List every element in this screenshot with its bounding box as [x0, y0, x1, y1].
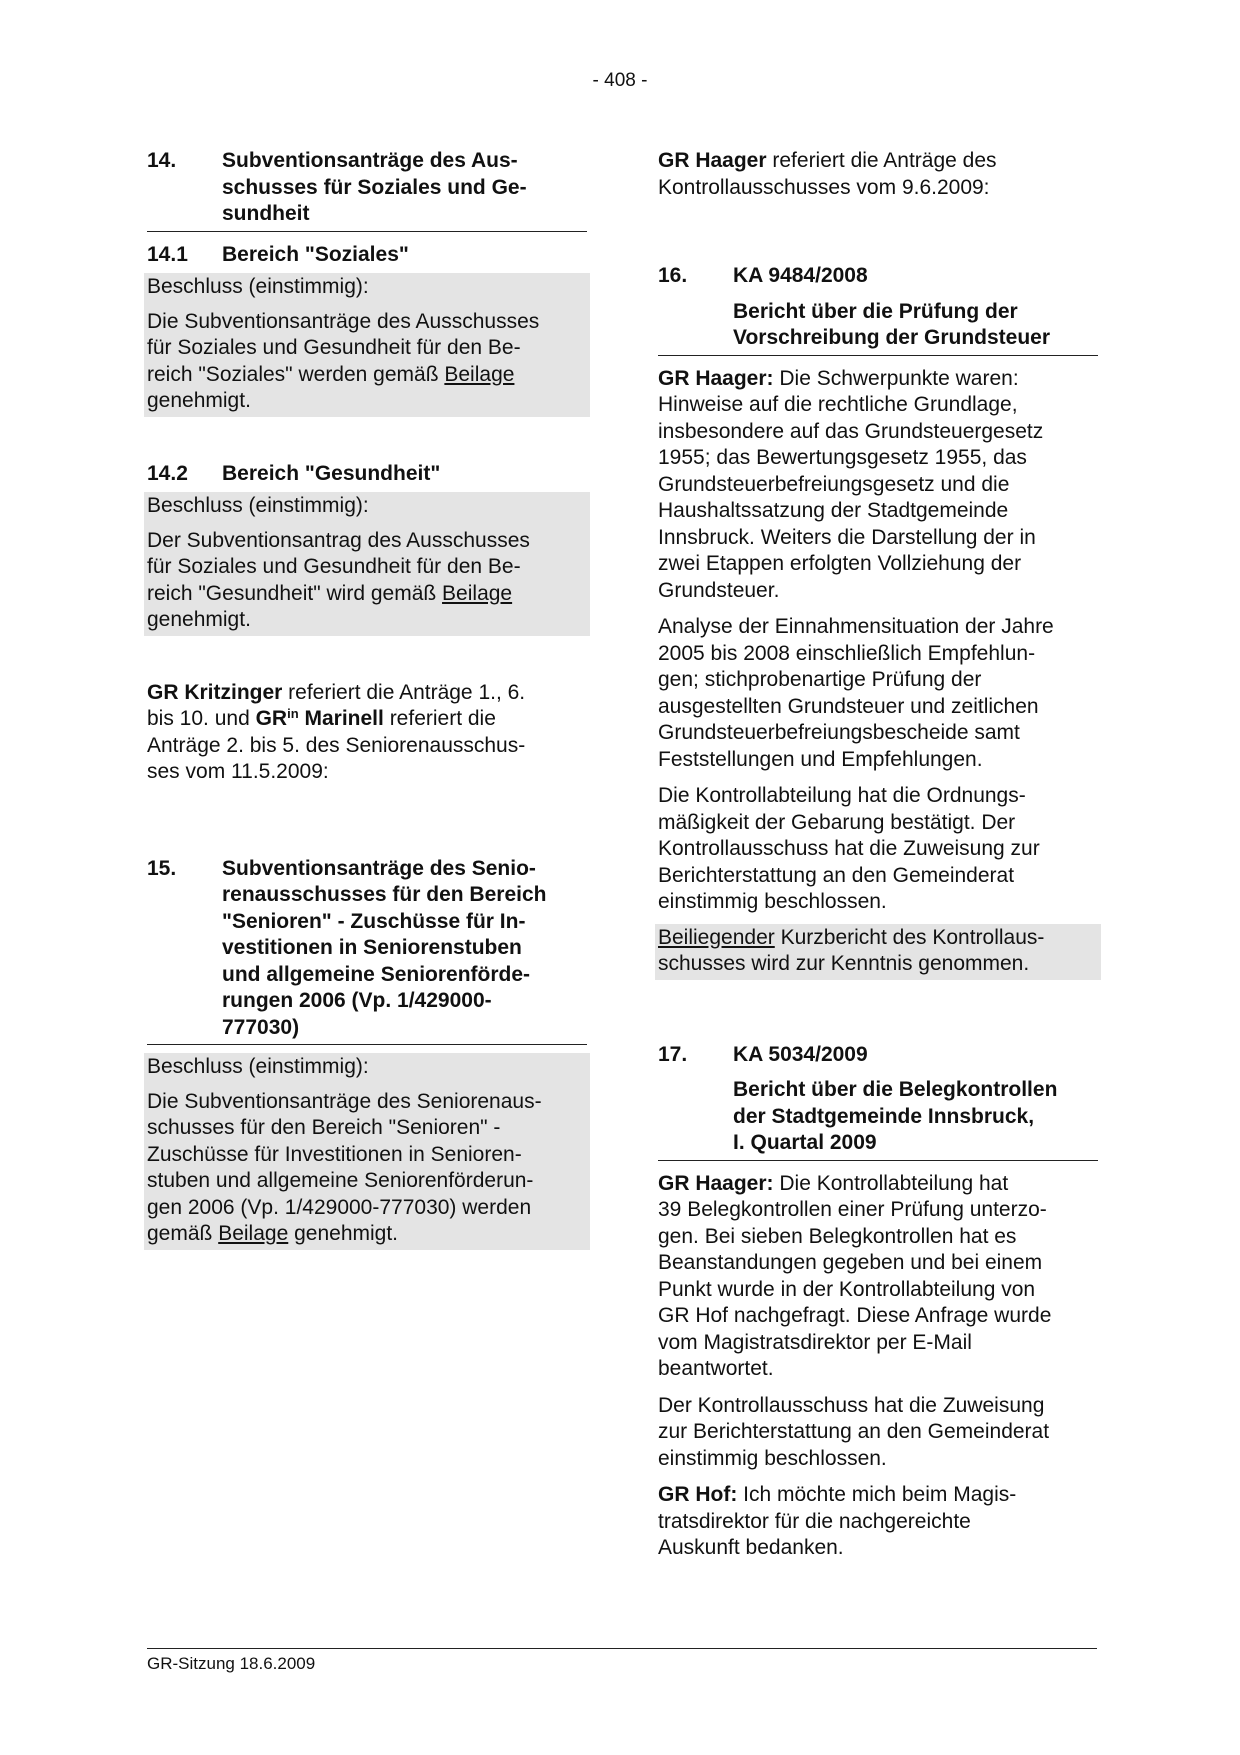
decision-label: Beschluss (einstimmig): — [147, 494, 369, 517]
speaker-intro: GR Kritzinger referiert die Anträge 1., 6. bis 10. und $GR^{in}$ Marinell referiert die Anträge 2. bis 5. des Seniorenausschus- ses vom 11.5.2009: — [147, 680, 526, 783]
beiliegender-link[interactable]: Beiliegender — [658, 925, 775, 949]
section-reference: KA 9484/2008 — [733, 264, 868, 287]
section-number: 17. — [658, 1042, 688, 1066]
acknowledgement-note: Beiliegender Kurzbericht des Kontrollaus- schusses wird zur Kenntnis genommen. — [655, 924, 1101, 980]
section-16-heading — [658, 263, 1098, 293]
section-number: 14.2 — [147, 461, 188, 485]
left-column — [147, 148, 587, 1250]
decision-text: Die Subventionsanträge des Seniorenaus- schusses für den Bereich "Senioren" - Zuschüsse für Investitionen in Senioren- stuben und allgemeine Seniorenförderun- gen 2006 (Vp. 1/429000-777030) werden gemäß Beilage genehmigt. — [147, 1089, 542, 1245]
paragraph: Analyse der Einnahmensituation der Jahre 2005 bis 2008 einschließlich Empfehlun- gen; stichprobenartige Prüfung der ausgestellten Grundsteuer und zeitlichen Grundsteuerbefreiungsbescheide samt Feststellungen und Empfehlungen. — [658, 615, 1054, 771]
section-number: 14.1 — [147, 242, 188, 266]
speaker-name: GR Kritzinger — [147, 680, 283, 704]
decision-block — [144, 1053, 590, 1250]
section-title: Subventionsanträge des Aus- schusses für Soziales und Ge- sundheit — [222, 149, 527, 225]
paragraph: GR Haager: Die Schwerpunkte waren: Hinweise auf die rechtliche Grundlage, insbesondere auf das Grundsteuergesetz 1955; das Bewertungsgesetz 1955, das Grundsteuerbefreiungsgesetz und die Haushaltssatzung der Stadtgemeinde Innsbruck. Weiters die Darstellung der in zwei Etappen erfolgten Vollziehung der Grundsteuer. — [658, 366, 1044, 602]
beilage-link[interactable]: Beilage — [444, 362, 515, 386]
right-column — [658, 148, 1098, 1562]
section-title: Bereich "Soziales" — [222, 242, 409, 266]
section-title: Subventionsanträge des Senio- renausschusses für den Bereich "Senioren" - Zuschüsse für In- vestitionen in Seniorenstuben und allgemeine Seniorenförde- rungen 2006 (Vp. 1/429000- 777030) — [222, 856, 547, 1039]
beilage-link[interactable]: Beilage — [442, 581, 513, 605]
page-number: - 408 - — [592, 70, 648, 91]
section-number: 14. — [147, 149, 177, 172]
paragraph: GR Haager: Die Kontrollabteilung hat 39 Belegkontrollen einer Prüfung unterzo- gen. Bei sieben Belegkontrollen hat es Beanstandungen gegeben und bei einem Punkt wurde in der Kontrollabteilung von GR Hof nachgefragt. Diese Anfrage wurde vom Magistratsdirektor per E-Mail beantwortet. — [658, 1171, 1052, 1380]
footer-text: GR-Sitzung 18.6.2009 — [147, 1654, 316, 1673]
section-reference: KA 5034/2009 — [733, 1042, 868, 1066]
decision-block — [144, 492, 590, 636]
decision-block — [144, 273, 590, 417]
footer-divider — [147, 1648, 1097, 1649]
decision-text: Der Subventionsantrag des Ausschusses für Soziales und Gesundheit für den Be- reich "Gesundheit" wird gemäß Beilage genehmigt. — [147, 528, 530, 631]
speaker-name: $GR^{in}$ Marinell — [255, 706, 384, 730]
section-number: 16. — [658, 264, 688, 287]
section-15-heading — [147, 856, 587, 1046]
speaker-name: GR Hof: — [658, 1483, 738, 1506]
section-17-heading — [658, 1042, 1098, 1072]
speaker-name: GR Haager: — [658, 1171, 774, 1195]
decision-text: Die Subventionsanträge des Ausschusses für Soziales und Gesundheit für den Be- reich "Soziales" werden gemäß Beilage genehmigt. — [147, 309, 540, 412]
section-title: Bericht über die Prüfung der Vorschreibung der Grundsteuer — [658, 299, 1098, 356]
section-title: Bereich "Gesundheit" — [222, 461, 441, 485]
paragraph: GR Hof: Ich möchte mich beim Magis- tratsdirektor für die nachgereichte Auskunft bedanken. — [658, 1483, 1017, 1559]
section-title: Bericht über die Belegkontrollen der Stadtgemeinde Innsbruck, I. Quartal 2009 — [658, 1077, 1098, 1161]
section-14-1-heading — [147, 242, 587, 272]
paragraph: Die Kontrollabteilung hat die Ordnungs- mäßigkeit der Gebarung bestätigt. Der Kontrollausschuss hat die Zuweisung zur Berichterstattung an den Gemeinderat einstimmig beschlossen. — [658, 784, 1040, 913]
section-number: 15. — [147, 856, 177, 880]
speaker-intro: GR Haager referiert die Anträge des Kontrollausschusses vom 9.6.2009: — [658, 149, 997, 199]
section-14-2-heading — [147, 461, 587, 491]
decision-label: Beschluss (einstimmig): — [147, 1055, 369, 1078]
decision-label: Beschluss (einstimmig): — [147, 275, 369, 298]
paragraph: Der Kontrollausschuss hat die Zuweisung zur Berichterstattung an den Gemeinderat einstimmig beschlossen. — [658, 1393, 1050, 1470]
section-14-heading — [147, 148, 587, 232]
speaker-name: GR Haager — [658, 149, 767, 172]
beilage-link[interactable]: Beilage — [218, 1222, 289, 1245]
speaker-name: GR Haager: — [658, 366, 774, 390]
